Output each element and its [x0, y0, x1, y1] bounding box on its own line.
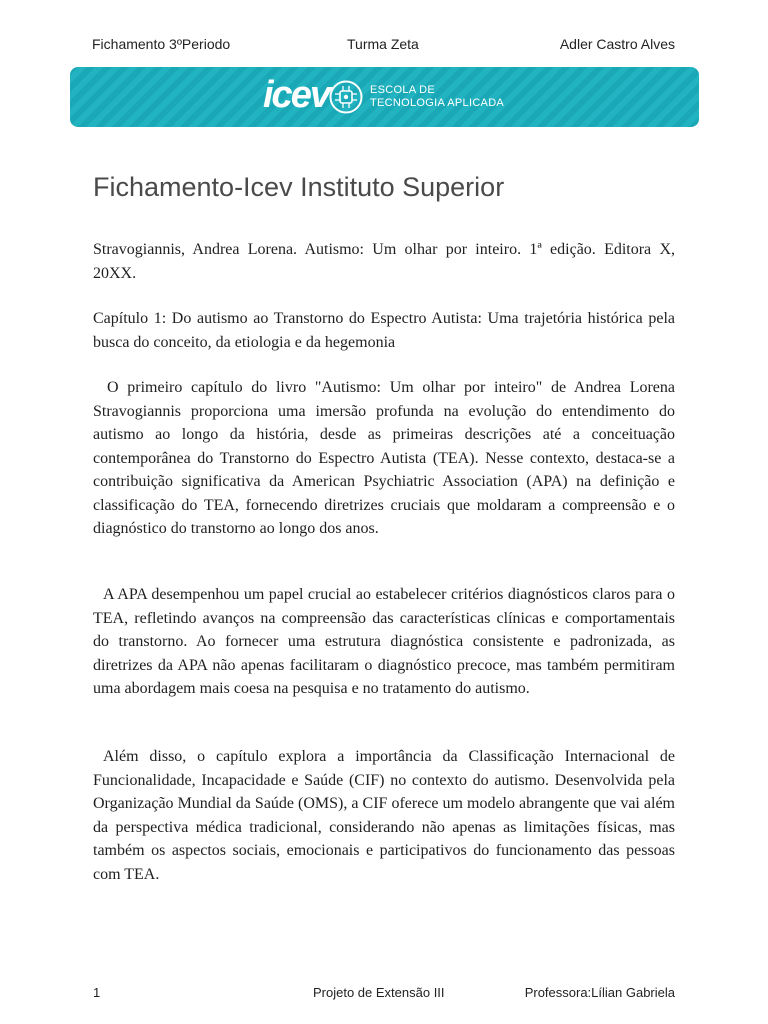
school-name-line1: ESCOLA DE: [370, 84, 436, 96]
header-author: Adler Castro Alves: [559, 36, 675, 52]
page-number: 1: [93, 985, 101, 1000]
icev-logo: icev: [263, 74, 329, 116]
school-name-line2: TECNOLOGIA APLICADA: [370, 97, 505, 109]
chapter-heading: Capítulo 1: Do autismo ao Transtorno do Espectro Autista: Uma trajetória histórica pela busca do conceito, da etiologia e da hegemonia: [93, 310, 675, 351]
header-class: Turma Zeta: [347, 36, 419, 52]
header-course: Fichamento 3ºPeriodo: [92, 36, 231, 52]
body-paragraph: A APA desempenhou um papel crucial ao estabelecer critérios diagnósticos claros para o TEA, refletindo avanços na compreensão das características clínicas e comportamentais do transtorno. Ao fornecer uma estrutura diagnóstica consistente e padronizada, as diretrizes da APA não apenas facilitaram o diagnóstico precoce, mas também permitiram uma abordagem mais coesa na pesquisa e no tratamento do autismo.: [93, 586, 675, 697]
footer-professor: Professora:Lílian Gabriela: [524, 985, 675, 1000]
document-title: Fichamento-Icev Instituto Superior: [93, 172, 505, 202]
body-paragraph: O primeiro capítulo do livro "Autismo: Um olhar por inteiro" de Andrea Lorena Stravogiannis proporciona uma imersão profunda na evolução do entendimento do autismo ao longo da história, desde as primeiras descrições até a conceituação contemporânea do Transtorno do Espectro Autista (TEA). Nesse contexto, destaca-se a contribuição significativa da American Psychiatric Association (APA) na definição e classificação do TEA, fornecendo diretrizes cruciais que moldaram a compreensão e o diagnóstico do transtorno ao longo dos anos.: [93, 379, 675, 537]
bibliographic-reference: Stravogiannis, Andrea Lorena. Autismo: Um olhar por inteiro. 1ª edição. Editora X, 20XX.: [93, 241, 675, 282]
body-paragraph: Além disso, o capítulo explora a importância da Classificação Internacional de Funcionalidade, Incapacidade e Saúde (CIF) no contexto do autismo. Desenvolvida pela Organização Mundial da Saúde (OMS), a CIF oferece um modelo abrangente que vai além da perspectiva médica tradicional, considerando não apenas as limitações físicas, mas também os aspectos sociais, emocionais e participativos do funcionamento das pessoas com TEA.: [93, 748, 675, 883]
circuit-emblem-icon: [329, 80, 363, 114]
footer-project: Projeto de Extensão III: [313, 985, 445, 1000]
school-banner: [70, 67, 699, 127]
